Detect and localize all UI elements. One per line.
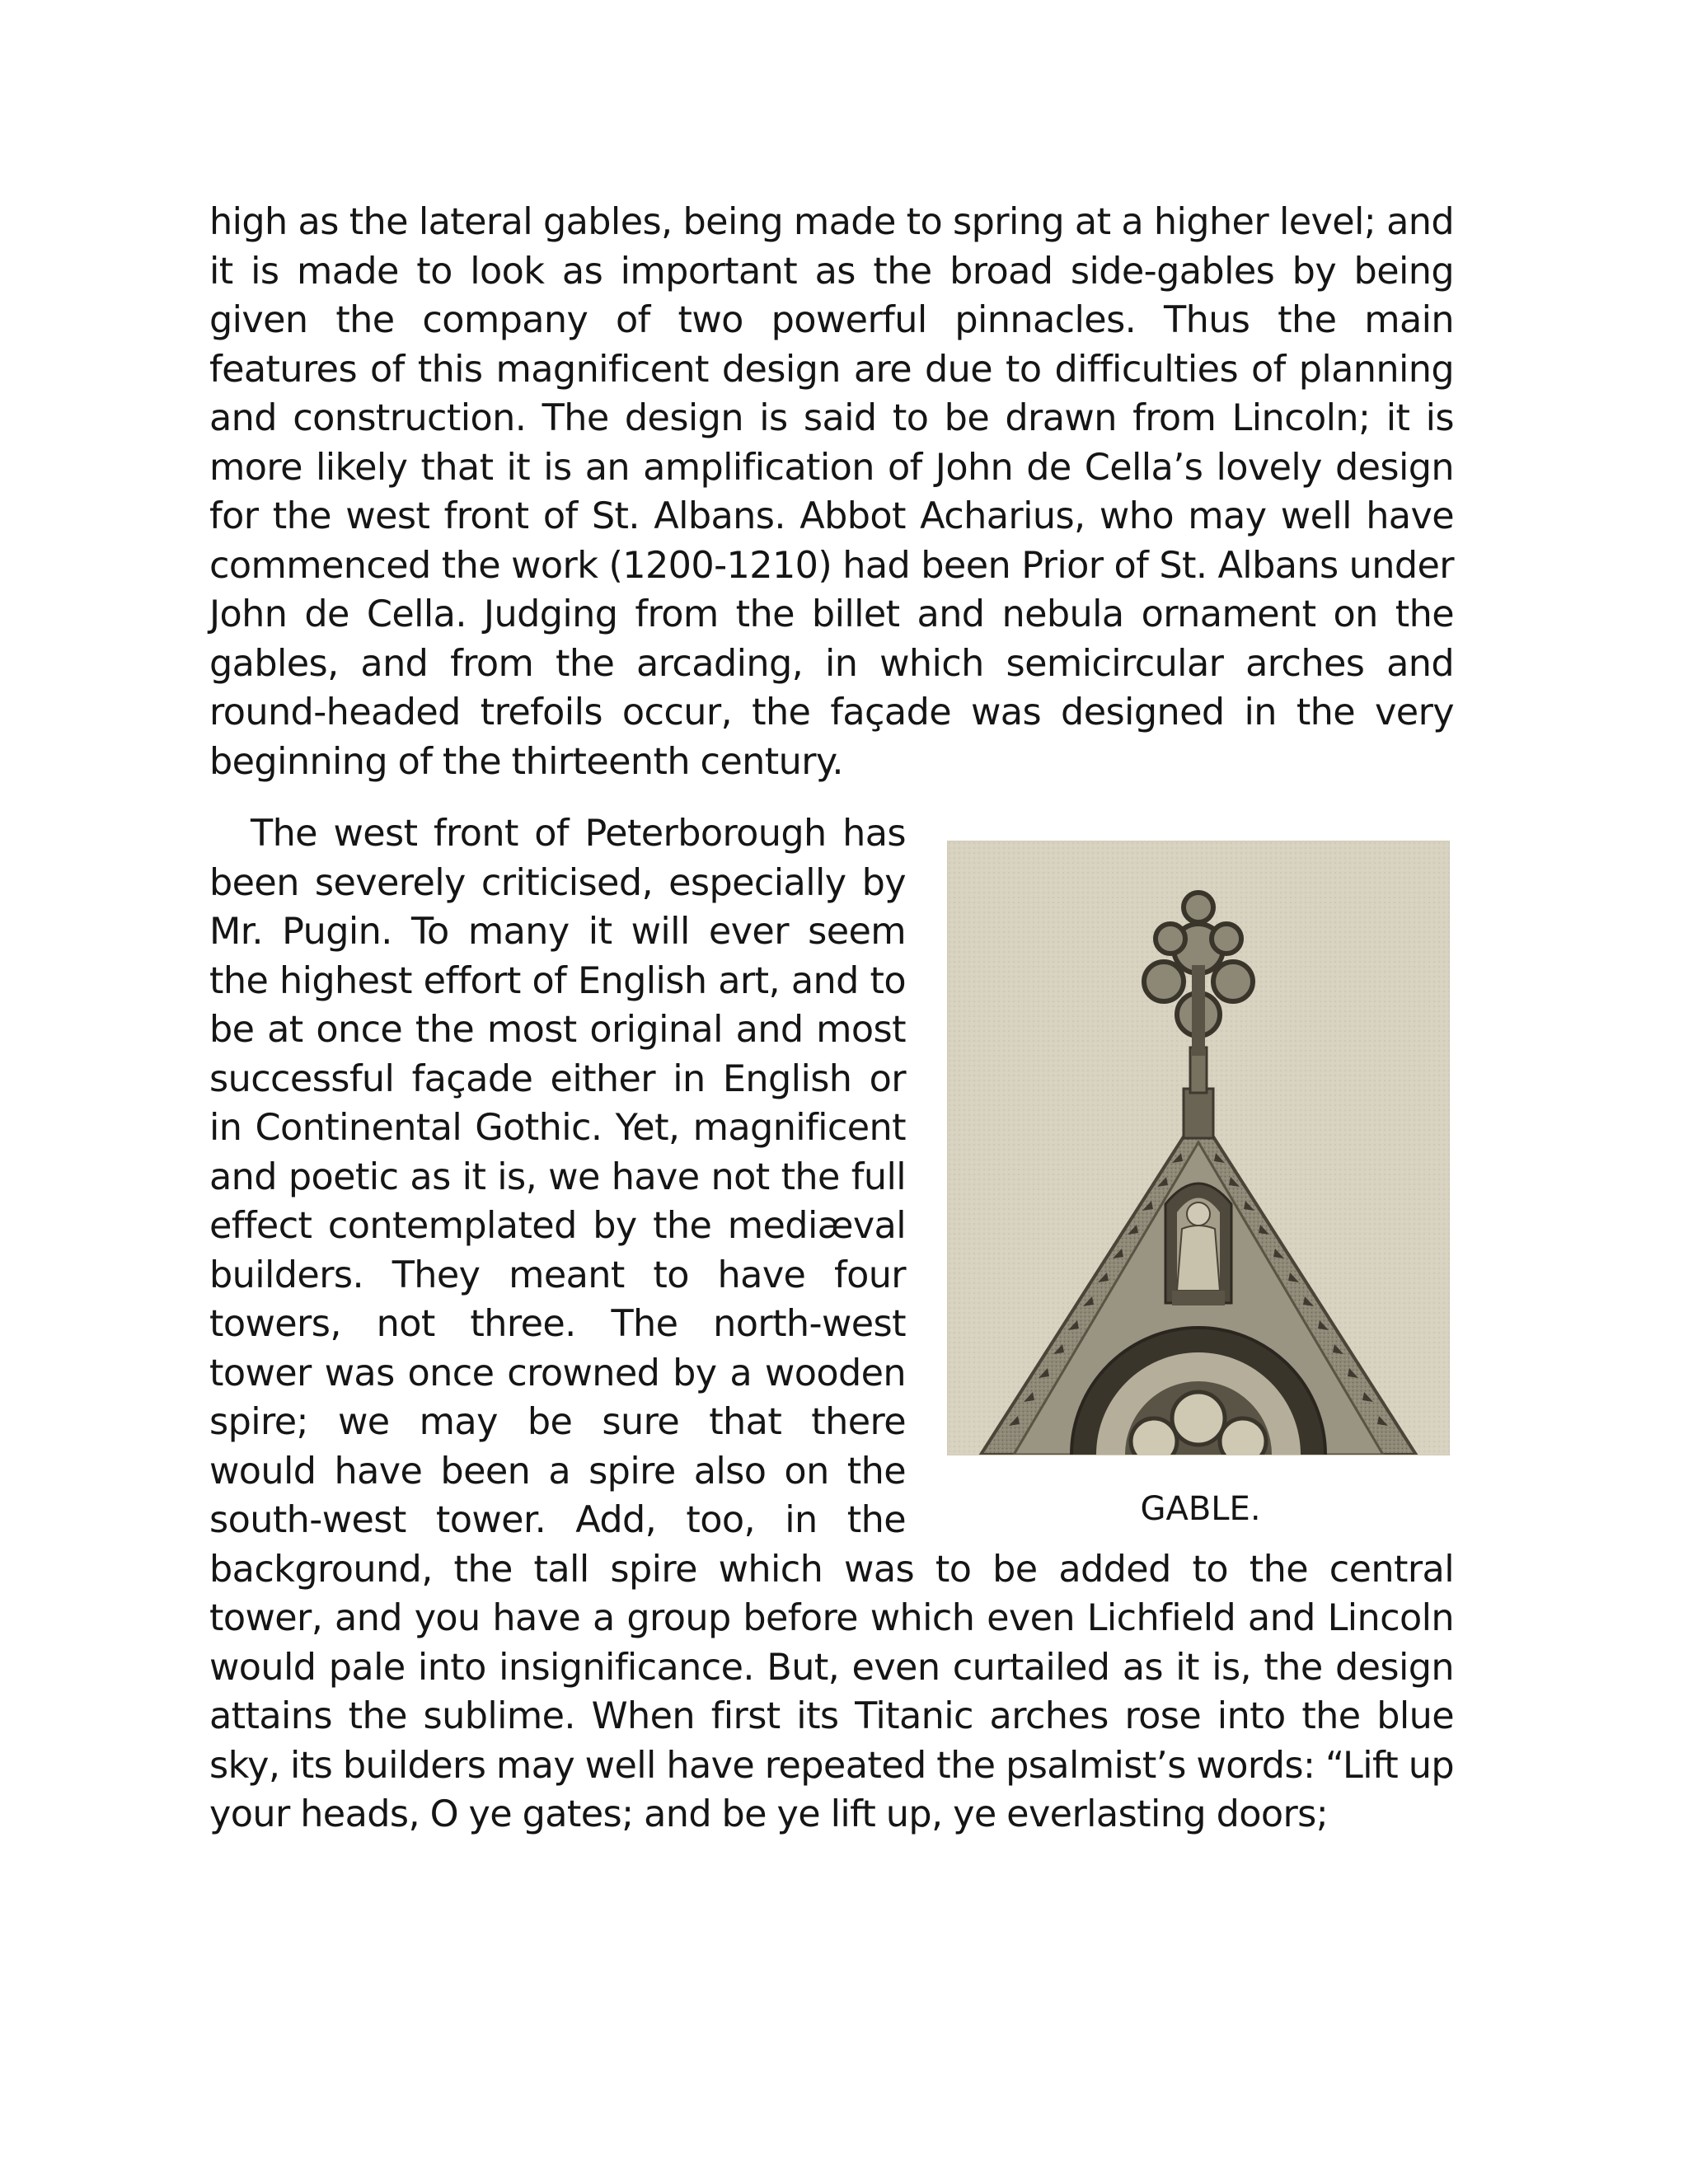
figure-caption: GABLE. xyxy=(1140,1490,1261,1528)
paragraph-2-block xyxy=(209,809,1454,1840)
gable-drawing xyxy=(948,841,1449,1455)
gable-illustration xyxy=(947,841,1450,1455)
paragraph-1: high as the lateral gables, being made to spring at a higher level; and it is made to look as important as the broad side-gables by being given the company of two powerful pinnacles. Thus the main features of this magnificent design are due to difficulties of planning and construction. The design is said to be drawn from Lincoln; it is more likely that it is an amplification of John de Cella’s lovely design for the west front of St. Albans. Abbot Acharius, who may well have commenced the work (1200-1210) had been Prior of St. Albans under John de Cella. Judging from the billet and nebula ornament on the gables, and from the arcading, in which semicircular arches and round-headed trefoils occur, the façade was designed in the very beginning of the thirteenth century. xyxy=(209,201,1454,783)
figure xyxy=(947,841,1454,1541)
paragraph-2: The west front of Peterborough has been severely criticised, especially by Mr. Pugin. To many it will ever seem the highest effort of English art, and to be at once the most original and most successful façade either in English or in Continental Gothic. Yet, magnificent and poetic as it is, we have not the full effect contemplated by the mediæval builders. They meant to have four towers, not three. The north-west tower was once crowned by a wooden spire; we may be sure that there would have been a spire also on the south-west tower. Add, too, in the background, the tall spire which was to be added to the central tower, and you have a group before which even Lichfield and Lincoln would pale into insignificance. But, even curtailed as it is, the design attains the sublime. When first its Titanic arches rose into the blue sky, its builders may well have repeated the psalmist’s words: “Lift up your heads, O ye gates; and be ye lift up, ye everlasting doors; xyxy=(209,813,1454,1835)
